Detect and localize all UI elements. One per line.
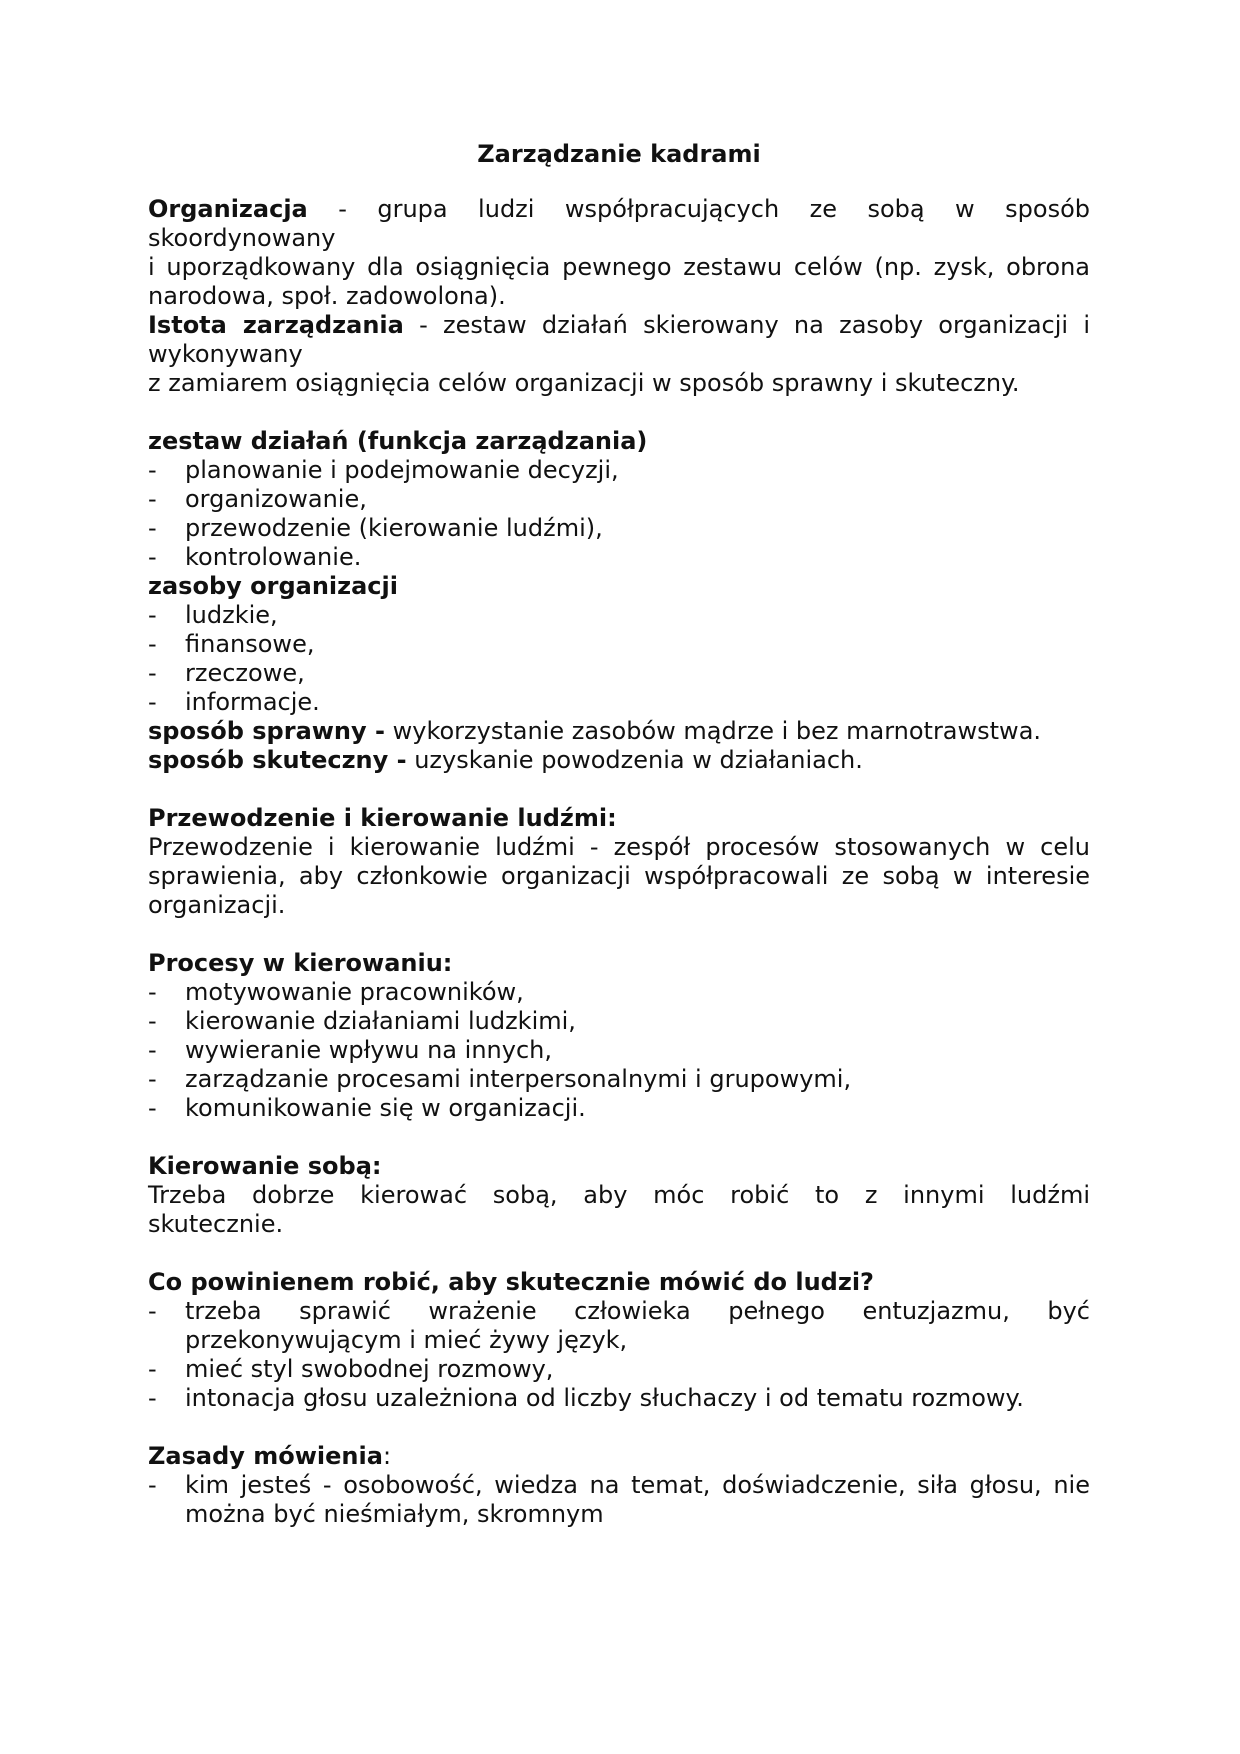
- list-item-text: komunikowanie się w organizacji.: [185, 1094, 586, 1122]
- list-item-text: informacje.: [185, 688, 320, 716]
- definition-istota-line-1: [148, 311, 1090, 340]
- list-item: [148, 456, 1090, 485]
- document-page: [148, 140, 1090, 1529]
- list-item-text: trzeba sprawić wrażenie człowieka pełnego entuzjazmu, być: [185, 1297, 1090, 1325]
- definition-istota-line-3: z zamiarem osiągnięcia celów organizacji w sposób sprawny i skuteczny.: [148, 369, 1020, 397]
- bullet-dash: -: [148, 514, 157, 542]
- paragraph-line: organizacji.: [148, 891, 286, 919]
- bullet-dash: -: [148, 1007, 157, 1035]
- definition-istota-text: - zestaw działań skierowany na zasoby organizacji i: [403, 311, 1090, 339]
- list-item-text: kontrolowanie.: [185, 543, 362, 571]
- list-item: [148, 1094, 1090, 1123]
- list-procesy: [148, 978, 1090, 1123]
- heading-przewodzenie: Przewodzenie i kierowanie ludźmi:: [148, 804, 617, 832]
- list-item: [148, 630, 1090, 659]
- list-item-text: intonacja głosu uzależniona od liczby słuchaczy i od tematu rozmowy.: [185, 1384, 1024, 1412]
- list-item: [148, 978, 1090, 1007]
- list-item: [148, 543, 1090, 572]
- bullet-dash: -: [148, 485, 157, 513]
- bullet-dash: -: [148, 659, 157, 687]
- definition-text: uzyskanie powodzenia w działaniach.: [406, 746, 863, 774]
- heading-zestaw-dzialan: zestaw działań (funkcja zarządzania): [148, 427, 648, 455]
- list-item: [148, 1036, 1090, 1065]
- term-sposob-skuteczny: sposób skuteczny -: [148, 746, 407, 774]
- definition-text: wykorzystanie zasobów mądrze i bez marnotrawstwa.: [384, 717, 1042, 745]
- list-zasoby: [148, 601, 1090, 717]
- list-mowienie: [148, 1297, 1090, 1413]
- list-item: [148, 688, 1090, 717]
- bullet-dash: -: [148, 1297, 157, 1325]
- list-item-text: można być nieśmiałym, skromnym: [185, 1500, 604, 1528]
- paragraph-line: Przewodzenie i kierowanie ludźmi - zespół procesów stosowanych w celu: [148, 833, 1090, 861]
- paragraph-line: Trzeba dobrze kierować sobą, aby móc robić to z innymi ludźmi: [148, 1181, 1090, 1209]
- list-funkcje-zarzadzania: [148, 456, 1090, 572]
- list-zasady: [148, 1471, 1090, 1529]
- list-item-text: przekonywującym i mieć żywy język,: [185, 1326, 628, 1354]
- list-item: [148, 1297, 1090, 1355]
- bullet-dash: -: [148, 688, 157, 716]
- heading-procesy: Procesy w kierowaniu:: [148, 949, 453, 977]
- definition-sposob-sprawny: [148, 717, 1090, 746]
- heading-text: Zasady mówienia: [148, 1442, 383, 1470]
- definition-istota-line-2: wykonywany: [148, 340, 303, 368]
- list-item: [148, 485, 1090, 514]
- definition-sposob-skuteczny: [148, 746, 1090, 775]
- list-item-text: kim jesteś - osobowość, wiedza na temat, doświadczenie, siła głosu, nie: [185, 1471, 1090, 1499]
- list-item: [148, 1065, 1090, 1094]
- definition-organizacja-line-3: i uporządkowany dla osiągnięcia pewnego zestawu celów (np. zysk, obrona: [148, 253, 1090, 281]
- paragraph-line: sprawienia, aby członkowie organizacji współpracowali ze sobą w interesie: [148, 862, 1090, 890]
- bullet-dash: -: [148, 1036, 157, 1064]
- list-item-text: przewodzenie (kierowanie ludźmi),: [185, 514, 603, 542]
- list-item-text: rzeczowe,: [185, 659, 305, 687]
- list-item-text: motywowanie pracowników,: [185, 978, 524, 1006]
- term-sposob-sprawny: sposób sprawny -: [148, 717, 385, 745]
- heading-kierowanie-soba: Kierowanie sobą:: [148, 1152, 382, 1180]
- list-item-text: wywieranie wpływu na innych,: [185, 1036, 552, 1064]
- definition-organizacja-line-4: narodowa, społ. zadowolona).: [148, 282, 506, 310]
- bullet-dash: -: [148, 978, 157, 1006]
- definition-organizacja-text: - grupa ludzi współpracujących ze sobą w sposób: [307, 195, 1090, 223]
- list-item: [148, 1355, 1090, 1384]
- list-item-text: organizowanie,: [185, 485, 367, 513]
- list-item-text: zarządzanie procesami interpersonalnymi i grupowymi,: [185, 1065, 852, 1093]
- list-item: [148, 659, 1090, 688]
- list-item-text: finansowe,: [185, 630, 315, 658]
- bullet-dash: -: [148, 1065, 157, 1093]
- list-item-text: planowanie i podejmowanie decyzji,: [185, 456, 619, 484]
- heading-co-powinienem: Co powinienem robić, aby skutecznie mówić do ludzi?: [148, 1268, 874, 1296]
- bullet-dash: -: [148, 1471, 157, 1499]
- paragraph-line: skutecznie.: [148, 1210, 284, 1238]
- list-item: [148, 1007, 1090, 1036]
- definition-organizacja-line-2: skoordynowany: [148, 224, 336, 252]
- bullet-dash: -: [148, 456, 157, 484]
- list-item-text: mieć styl swobodnej rozmowy,: [185, 1355, 554, 1383]
- heading-zasady-mowienia: [148, 1442, 1090, 1471]
- heading-zasoby-organizacji: zasoby organizacji: [148, 572, 398, 600]
- page-title: Zarządzanie kadrami: [477, 140, 761, 168]
- bullet-dash: -: [148, 1094, 157, 1122]
- list-item-text: ludzkie,: [185, 601, 278, 629]
- list-item: [148, 1384, 1090, 1413]
- list-item: [148, 601, 1090, 630]
- term-istota-zarzadzania: Istota zarządzania: [148, 311, 404, 339]
- list-item: [148, 514, 1090, 543]
- list-item: [148, 1471, 1090, 1529]
- list-item-text: kierowanie działaniami ludzkimi,: [185, 1007, 576, 1035]
- bullet-dash: -: [148, 601, 157, 629]
- bullet-dash: -: [148, 1384, 157, 1412]
- term-organizacja: Organizacja: [148, 195, 308, 223]
- definition-organizacja-line-1: [148, 195, 1090, 224]
- bullet-dash: -: [148, 1355, 157, 1383]
- bullet-dash: -: [148, 543, 157, 571]
- bullet-dash: -: [148, 630, 157, 658]
- heading-colon: :: [382, 1442, 392, 1470]
